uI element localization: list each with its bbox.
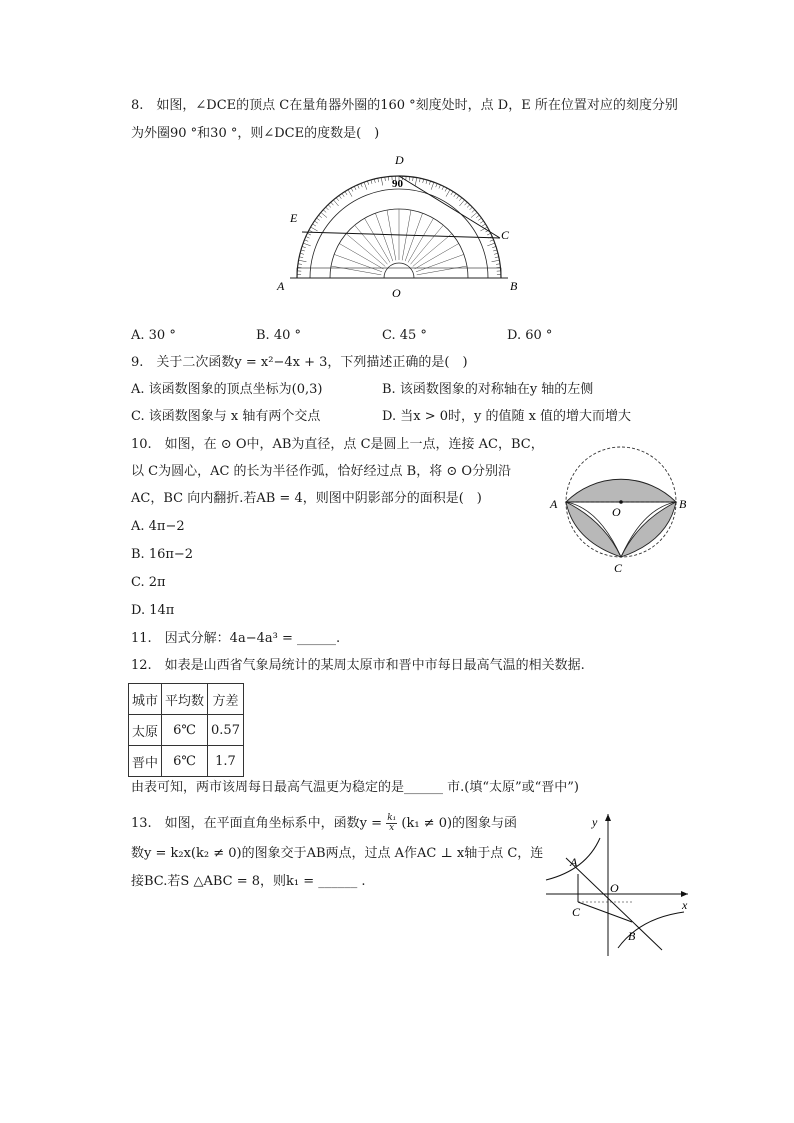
q13-stem-line3: 接BC.若S △ABC = 8，则k₁ = ______ . [131, 874, 366, 889]
protractor-tick [419, 178, 420, 182]
protractor-tick [472, 210, 475, 213]
protractor-tick [457, 195, 459, 198]
table-header-row [129, 684, 244, 715]
protractor-tick [415, 178, 416, 186]
protractor-figure [272, 150, 532, 300]
table-cell: 太原 [129, 715, 162, 746]
q10-option-a[interactable]: A. 4π−2 [131, 519, 185, 534]
q9-option-a[interactable]: A. 该函数图象的顶点坐标为(0,3) [131, 382, 323, 397]
table-cell: 0.57 [208, 715, 244, 746]
table-row [129, 715, 244, 746]
protractor-tick [476, 215, 479, 217]
label-x: x [682, 898, 688, 912]
protractor-tick [446, 190, 450, 197]
label-C: C [572, 905, 581, 919]
protractor-tick [299, 260, 307, 261]
protractor-tick [358, 185, 360, 189]
q10-option-c[interactable]: C. 2π [131, 575, 166, 590]
protractor-tick [496, 264, 500, 265]
protractor-radial [415, 244, 459, 270]
label-90: 90 [392, 178, 403, 190]
protractor-tick [454, 193, 456, 196]
q9-option-c[interactable]: C. 该函数图象与 x 轴有两个交点 [131, 409, 321, 424]
fraction-denominator: x [389, 823, 395, 833]
protractor-tick [413, 177, 414, 181]
label-C: C [614, 561, 623, 575]
protractor-tick [439, 185, 441, 189]
protractor-tick [378, 178, 379, 182]
protractor-tick [339, 195, 341, 198]
protractor-tick [494, 253, 498, 254]
protractor-tick [431, 182, 434, 190]
protractor-tick [333, 200, 338, 206]
protractor-radial [331, 266, 381, 275]
protractor-tick [374, 179, 375, 183]
label-B: B [628, 929, 636, 943]
table-cell: 6℃ [162, 715, 208, 746]
protractor-tick [445, 188, 447, 192]
protractor-tick [307, 233, 311, 235]
protractor-tick [351, 188, 353, 192]
protractor-tick [306, 237, 310, 239]
label-B: B [679, 497, 687, 511]
protractor-tick [459, 200, 464, 206]
protractor-tick [348, 190, 352, 197]
protractor-tick [495, 257, 499, 258]
table-cell: 6℃ [162, 746, 208, 777]
protractor-tick [469, 207, 472, 210]
label-A: A [570, 855, 578, 869]
protractor-tick [361, 183, 362, 187]
label-A: A [277, 279, 285, 293]
coordinate-figure [542, 808, 694, 958]
protractor-tick [364, 182, 367, 190]
q10-stem-line2: 以 C为圆心，AC 的长为半径作弧，恰好经过点 B，将 ⊙ O分别沿 [131, 464, 512, 479]
protractor-tick [451, 191, 453, 194]
protractor-tick [321, 212, 327, 217]
table-header: 城市 [129, 684, 162, 715]
protractor-tick [300, 253, 304, 254]
protractor-tick [304, 240, 308, 241]
q10-option-b[interactable]: B. 16π−2 [131, 547, 194, 562]
protractor-tick [326, 207, 329, 210]
table-row [129, 746, 244, 777]
protractor-tick [309, 230, 313, 232]
protractor-radial [365, 218, 391, 262]
q13-line1-post: (k₁ ≠ 0)的图象与函 [401, 816, 518, 831]
label-E: E [290, 211, 298, 225]
protractor-tick [429, 181, 430, 185]
table-cell: 1.7 [208, 746, 244, 777]
protractor-radial [408, 218, 434, 262]
table-header: 平均数 [162, 684, 208, 715]
label-B: B [510, 279, 518, 293]
protractor-radial [334, 254, 382, 271]
q8-option-c[interactable]: C. 45 ° [382, 328, 427, 343]
label-D: D [395, 153, 404, 167]
protractor-tick [487, 233, 491, 235]
protractor-tick [426, 180, 427, 184]
protractor-tick [303, 243, 311, 246]
protractor-radial [405, 213, 422, 261]
q8-stem-line1: 8. 如图，∠DCE的顶点 C在量角器外圈的160 °刻度处时，点 D，E 所在位置对应的刻度分别 [131, 98, 678, 113]
protractor-tick [316, 218, 319, 220]
table-cell: 晋中 [129, 746, 162, 777]
protractor-tick [312, 224, 315, 226]
protractor-tick [436, 183, 437, 187]
q10-stem-line1: 10. 如图，在 ⊙ O中，AB为直径，点 C是圆上一点，连接 AC，BC， [131, 437, 544, 452]
protractor-tick [299, 257, 303, 258]
q8-stem-line2: 为外圈90 °和30 °，则∠DCE的度数是( ) [131, 126, 380, 141]
label-O: O [610, 881, 619, 895]
fraction-k1-over-x [386, 814, 397, 833]
protractor-tick [314, 221, 317, 223]
q8-option-a[interactable]: A. 30 ° [131, 328, 176, 343]
protractor-tick [493, 250, 497, 251]
protractor-tick [345, 191, 347, 194]
protractor-radial [375, 213, 392, 261]
label-C: C [501, 228, 510, 242]
label-A: A [550, 497, 558, 511]
protractor-tick [478, 218, 481, 220]
protractor-tick [298, 264, 302, 265]
protractor-tick [367, 181, 368, 185]
q8-option-d[interactable]: D. 60 ° [507, 328, 553, 343]
label-O: O [392, 286, 401, 300]
q13-stem-line2: 数y = k₂x(k₂ ≠ 0)的图象交于AB两点，过点 A作AC ⊥ x轴于点 C，连 [131, 846, 544, 861]
q13-stem-line1 [131, 814, 517, 833]
q9-option-d[interactable]: D. 当x > 0时，y 的值随 x 值的增大而增大 [382, 409, 632, 424]
protractor-radial [339, 244, 383, 270]
protractor-tick [371, 180, 372, 184]
protractor-tick [331, 202, 334, 205]
protractor-tick [492, 246, 496, 247]
protractor-tick [442, 186, 444, 190]
protractor-tick [311, 227, 318, 231]
q9-stem: 9. 关于二次函数y = x²−4x + 3，下列描述正确的是( ) [131, 355, 468, 370]
q11-stem: 11. 因式分解：4a−4a³ = ______. [131, 631, 341, 646]
protractor-tick [302, 246, 306, 247]
protractor-tick [381, 178, 382, 186]
q10-option-d[interactable]: D. 14π [131, 603, 175, 618]
protractor-tick [492, 260, 500, 261]
protractor-tick [319, 215, 322, 217]
protractor-tick [342, 193, 344, 196]
protractor-tick [423, 179, 424, 183]
protractor-tick [385, 177, 386, 181]
protractor-tick [487, 243, 495, 246]
q13-line1-pre: 13. 如图，在平面直角坐标系中，函数y = [131, 816, 383, 831]
table-header: 方差 [208, 684, 244, 715]
protractor-tick [323, 210, 326, 213]
protractor-radial [417, 266, 467, 275]
protractor-tick [482, 224, 485, 226]
protractor-tick [336, 198, 338, 201]
protractor-tick [480, 221, 483, 223]
protractor-tick [467, 205, 470, 208]
protractor-tick [301, 250, 305, 251]
q9-option-b[interactable]: B. 该函数图象的对称轴在y 轴的左侧 [382, 382, 594, 397]
protractor-tick [465, 202, 468, 205]
q8-option-b[interactable]: B. 40 ° [256, 328, 301, 343]
fraction-numerator: k₁ [387, 813, 397, 823]
protractor-radial [416, 254, 464, 271]
q12-stem: 12. 如表是山西省气象局统计的某周太原市和晋中市每日最高气温的相关数据. [131, 658, 585, 673]
protractor-tick [459, 198, 461, 201]
protractor-tick [490, 240, 494, 241]
protractor-tick [328, 205, 331, 208]
q10-stem-line3: AC，BC 向内翻折.若AB = 4，则图中阴影部分的面积是( ) [131, 491, 482, 506]
protractor-tick [471, 212, 477, 217]
circle-fold-figure [544, 436, 696, 576]
label-O: O [612, 505, 621, 519]
label-y: y [592, 815, 598, 829]
q12-followup: 由表可知，两市该周每日最高气温更为稳定的是______ 市.(填“太原”或“晋中”) [131, 780, 579, 795]
temperature-table [128, 683, 244, 777]
protractor-tick [354, 186, 356, 190]
